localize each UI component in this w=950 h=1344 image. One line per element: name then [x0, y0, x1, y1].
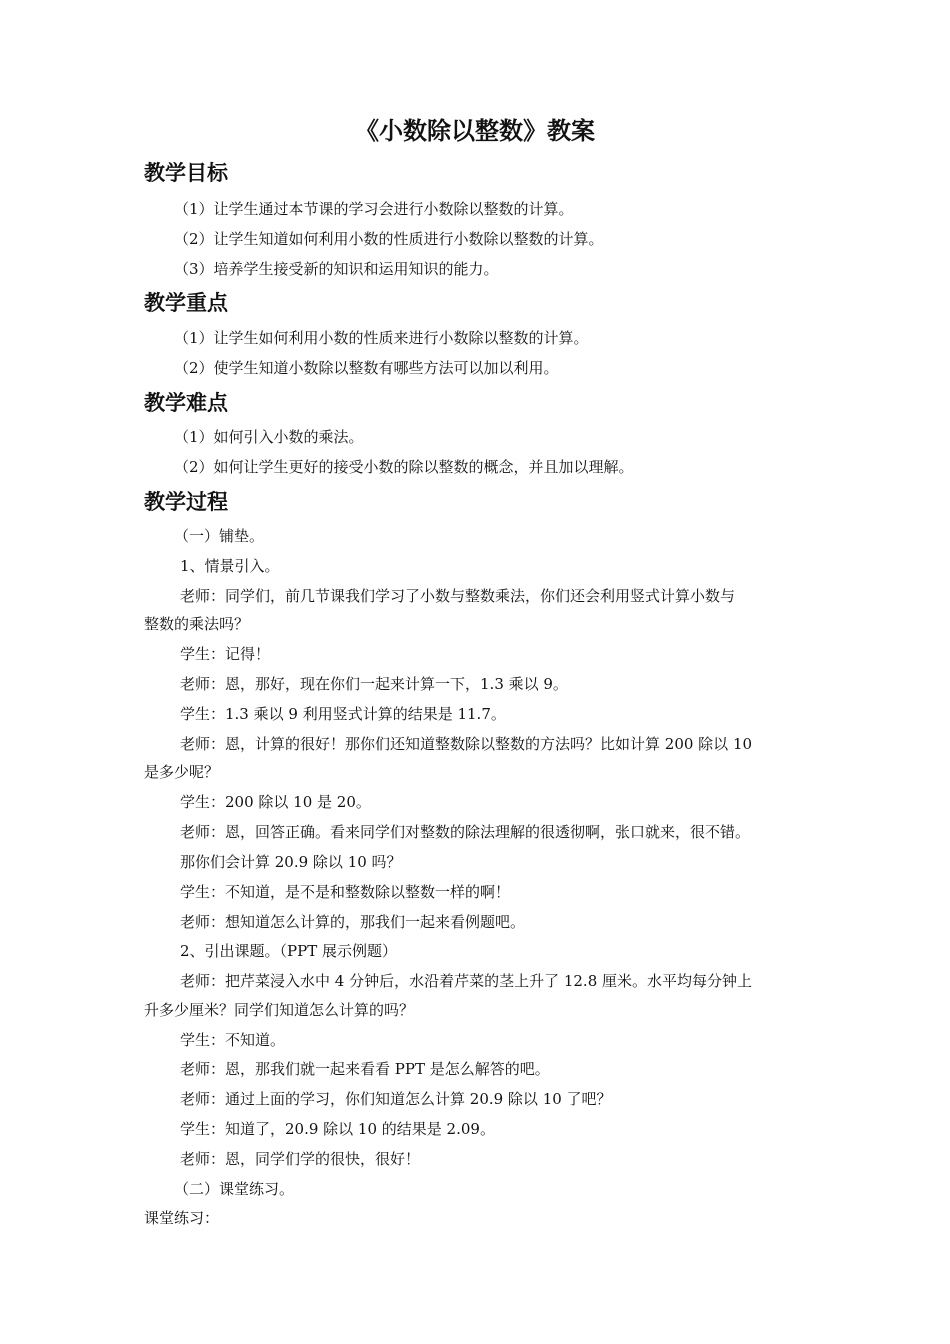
process-line: 学生：知道了，20.9 除以 10 的结果是 2.09。	[180, 1120, 495, 1138]
process-line: 学生：不知道。	[180, 1031, 286, 1049]
process-line: 老师：恩，那我们就一起来看看 PPT 是怎么解答的吧。	[180, 1060, 550, 1078]
process-line: 那你们会计算 20.9 除以 10 吗？	[180, 853, 402, 871]
heading-difficulties: 教学难点	[144, 391, 228, 415]
difficulty-item-2: （2）如何让学生更好的接受小数的除以整数的概念，并且加以理解。	[174, 458, 634, 476]
process-line: 老师：通过上面的学习，你们知道怎么计算 20.9 除以 10 了吧？	[180, 1090, 612, 1108]
process-line: 学生：不知道，是不是和整数除以整数一样的啊！	[180, 883, 511, 901]
process-line: 1、情景引入。	[180, 557, 280, 575]
process-line: （二）课堂练习。	[174, 1180, 295, 1198]
heading-goals: 教学目标	[144, 161, 228, 185]
process-line: 老师：把芹菜浸入水中 4 分钟后，水沿着芹菜的茎上升了 12.8 厘米。水平均每分钟上	[180, 972, 753, 990]
process-line: 课堂练习：	[144, 1209, 220, 1227]
process-line: 老师：恩，回答正确。看来同学们对整数的除法理解的很透彻啊，张口就来，很不错。	[180, 823, 751, 841]
process-line: 学生：200 除以 10 是 20。	[180, 793, 371, 811]
process-line: （一）铺垫。	[174, 527, 265, 545]
process-line: 是多少呢？	[144, 763, 220, 781]
process-line: 老师：想知道怎么计算的，那我们一起来看例题吧。	[180, 913, 526, 931]
difficulty-item-1: （1）如何引入小数的乘法。	[174, 428, 364, 446]
process-line: 学生：1.3 乘以 9 利用竖式计算的结果是 11.7。	[180, 705, 506, 723]
heading-process: 教学过程	[144, 490, 228, 514]
process-line: 老师：恩，计算的很好！那你们还知道整数除以整数的方法吗？比如计算 200 除以 10	[180, 735, 753, 753]
process-line: 整数的乘法吗？	[144, 615, 250, 633]
process-line: 学生：记得！	[180, 645, 271, 663]
goal-item-1: （1）让学生通过本节课的学习会进行小数除以整数的计算。	[174, 200, 574, 218]
key-point-item-1: （1）让学生如何利用小数的性质来进行小数除以整数的计算。	[174, 329, 589, 347]
process-line: 老师：恩，那好，现在你们一起来计算一下，1.3 乘以 9。	[180, 675, 568, 693]
heading-key-points: 教学重点	[144, 291, 228, 315]
process-line: 升多少厘米？同学们知道怎么计算的吗？	[144, 1001, 415, 1019]
goal-item-2: （2）让学生知道如何利用小数的性质进行小数除以整数的计算。	[174, 230, 604, 248]
process-line: 老师：同学们，前几节课我们学习了小数与整数乘法，你们还会利用竖式计算小数与	[180, 587, 736, 605]
key-point-item-2: （2）使学生知道小数除以整数有哪些方法可以加以利用。	[174, 359, 559, 377]
process-line: 2、引出课题。（PPT 展示例题）	[180, 942, 398, 960]
document-title: 《小数除以整数》教案	[355, 117, 595, 145]
goal-item-3: （3）培养学生接受新的知识和运用知识的能力。	[174, 260, 499, 278]
process-line: 老师：恩，同学们学的很快，很好！	[180, 1150, 421, 1168]
